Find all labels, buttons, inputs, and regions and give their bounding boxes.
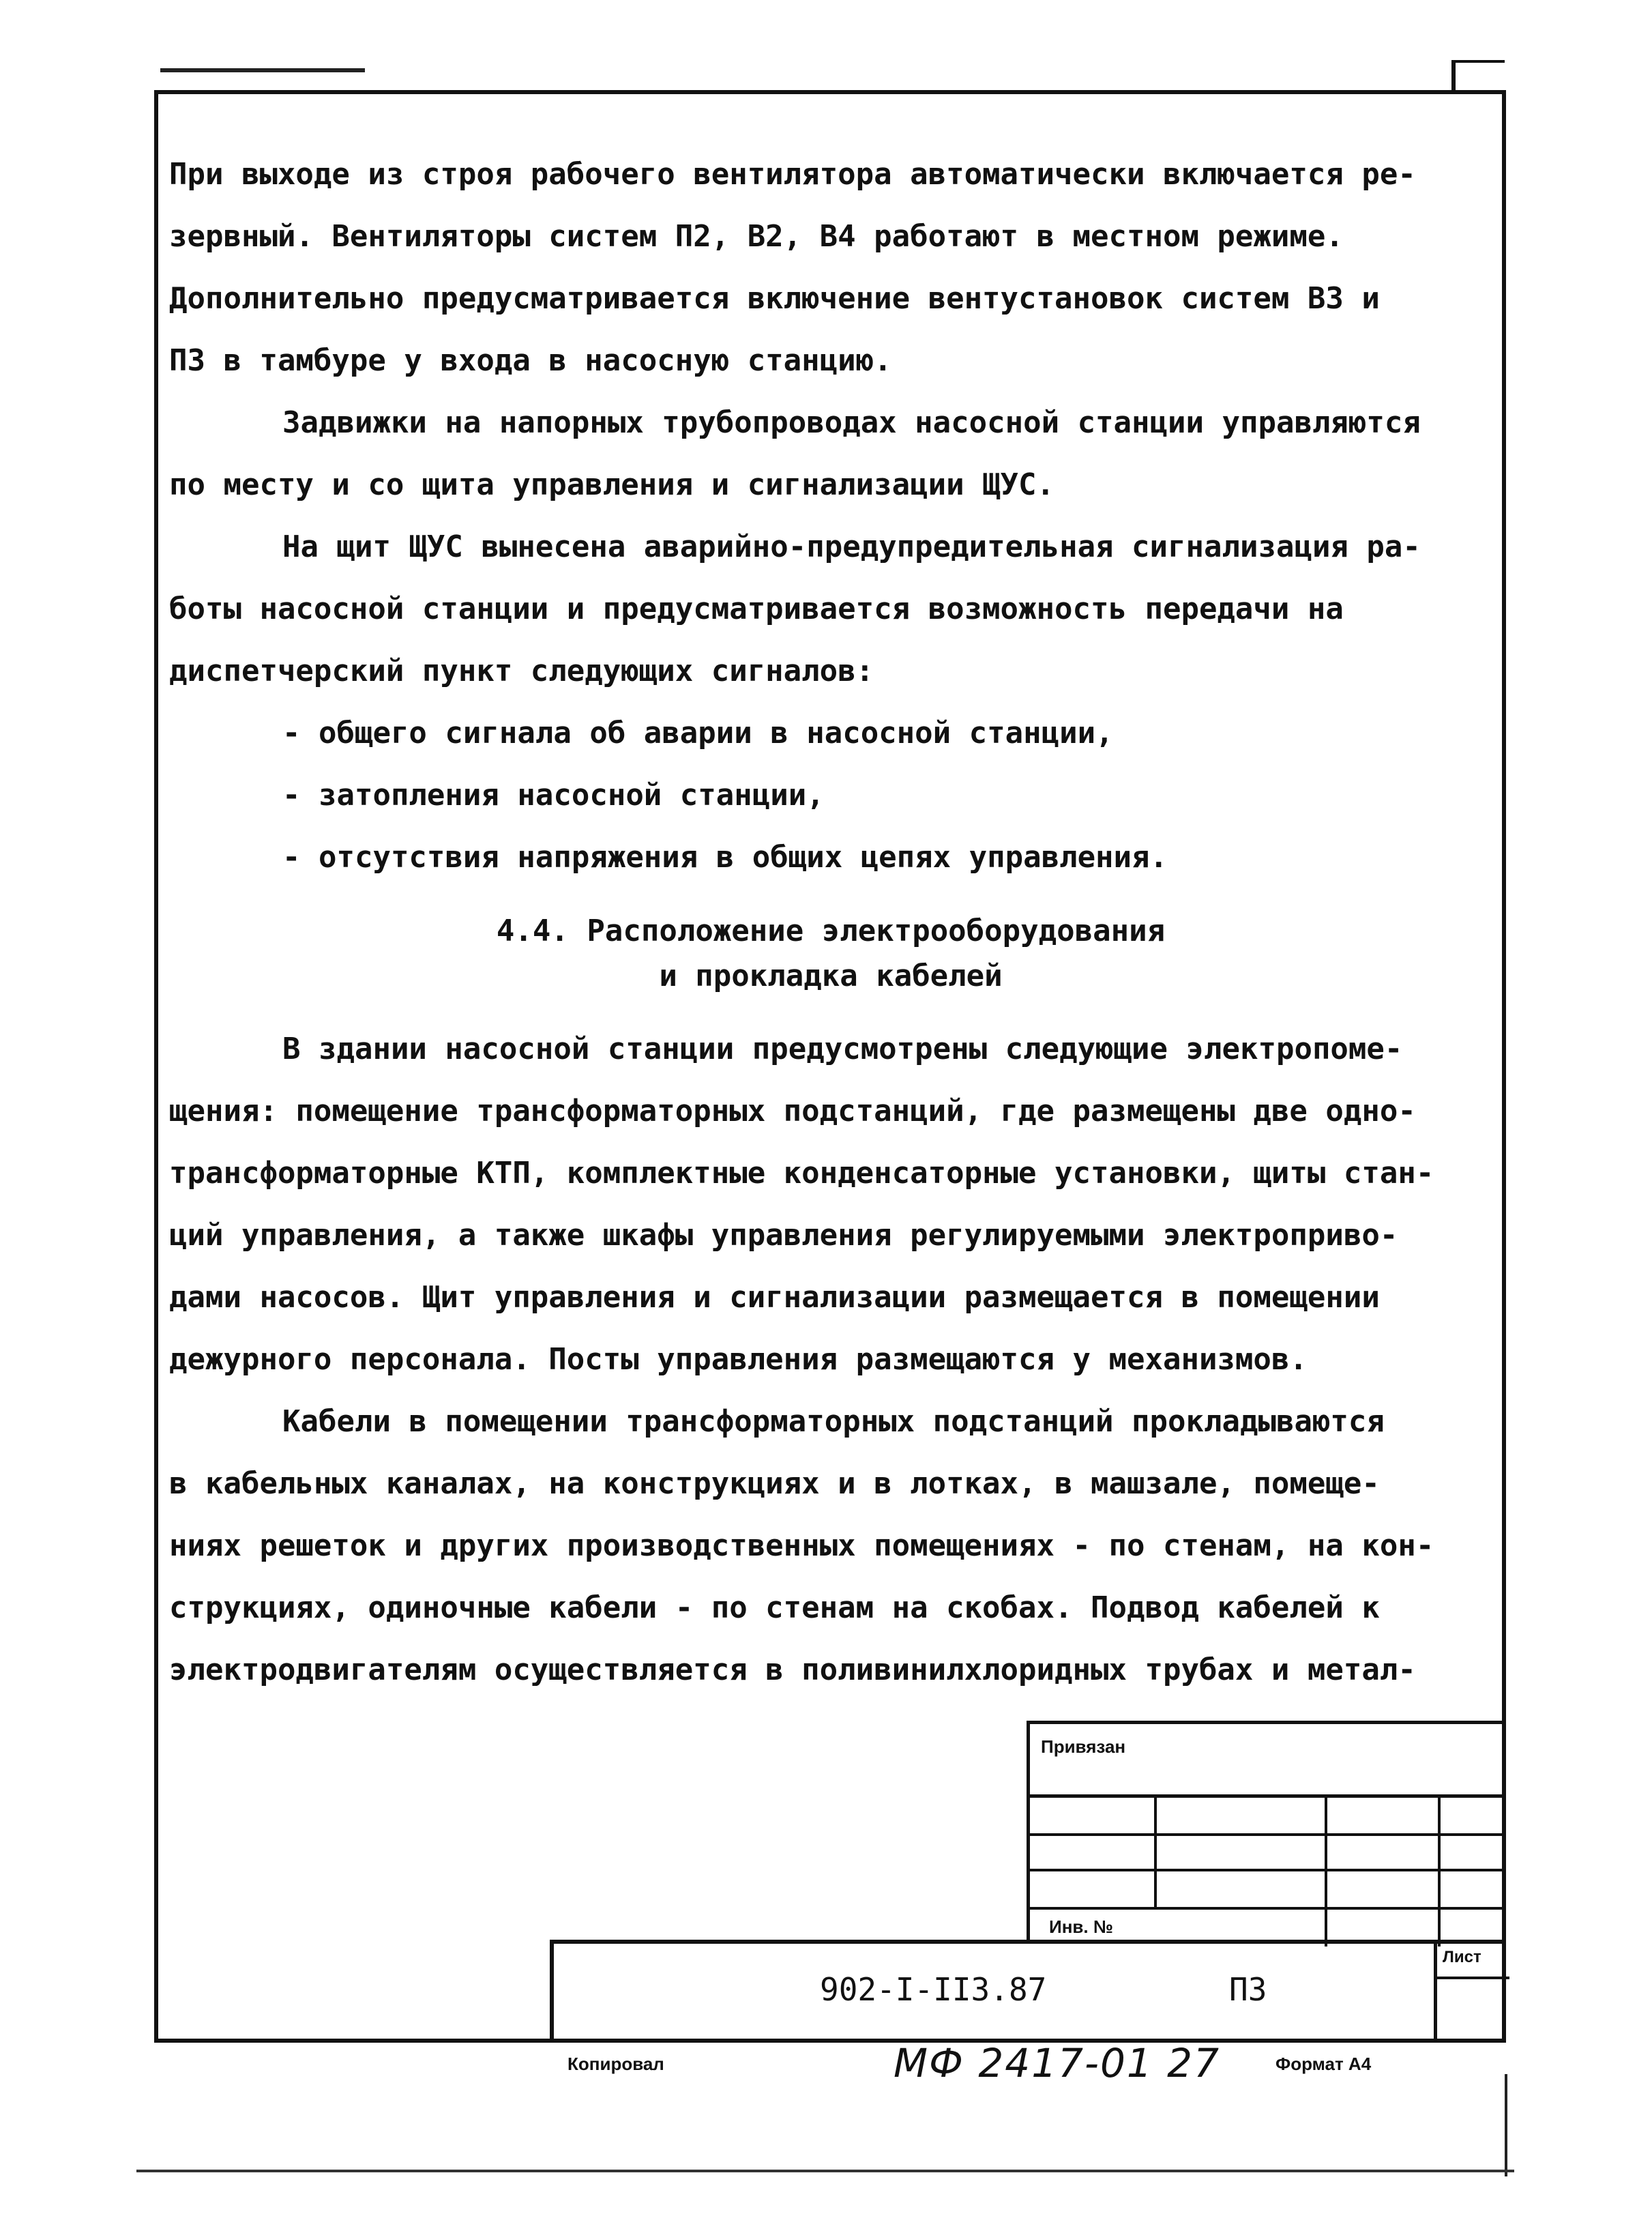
- text-line: П3 в тамбуре у входа в насосную станцию.: [169, 343, 892, 378]
- text-line: диспетчерский пункт следующих сигналов:: [169, 654, 874, 688]
- text-line: Дополнительно предусматривается включение вентустановок систем В3 и: [169, 281, 1380, 316]
- sheet-cell: [1434, 1944, 1509, 2039]
- text-line: При выходе из строя рабочего вентилятора автоматически включается ре-: [169, 157, 1416, 192]
- sheet-label: Лист: [1443, 1948, 1481, 1966]
- list-item: - отсутствия напряжения в общих цепях управления.: [282, 840, 1168, 875]
- text-line: струкциях, одиночные кабели - по стенам на скобах. Подвод кабелей к: [169, 1590, 1380, 1625]
- heading-line: 4.4. Расположение электрооборудования: [496, 914, 1166, 948]
- text-line: дами насосов. Щит управления и сигнализации размещается в помещении: [169, 1280, 1380, 1315]
- text-line: ниях решеток и других производственных помещениях - по стенам, на кон-: [169, 1528, 1434, 1563]
- text-line: Задвижки на напорных трубопроводах насосной станции управляются: [282, 405, 1421, 440]
- document-code: 902-I-II3.87: [820, 1971, 1047, 2008]
- text-line: электродвигателям осуществляется в поливинилхлоридных трубах и метал-: [169, 1652, 1416, 1687]
- text-line: щения: помещение трансформаторных подстанций, где размещены две одно-: [169, 1094, 1416, 1128]
- heading-line: и прокладка кабелей: [659, 959, 1003, 993]
- text-line: Кабели в помещении трансформаторных подстанций прокладываются: [282, 1404, 1385, 1439]
- document-body: [169, 143, 1492, 1701]
- inventory-label: Инв. №: [1049, 1916, 1113, 1937]
- list-item: - затопления насосной станции,: [282, 778, 825, 813]
- text-line: На щит ЩУС вынесена аварийно-предупредительная сигнализация ра-: [282, 529, 1421, 564]
- title-block-upper: [1027, 1721, 1506, 1943]
- title-block-grid: [1030, 1798, 1503, 1947]
- paragraph-rooms: [169, 1018, 1492, 1390]
- paragraph-cables: [169, 1390, 1492, 1701]
- handwritten-stamp: МФ 2417-01 27: [894, 2040, 1220, 2086]
- section-heading: [169, 909, 1492, 999]
- text-line: зервный. Вентиляторы систем П2, В2, В4 работают в местном режиме.: [169, 219, 1344, 254]
- top-mark: [160, 68, 365, 79]
- linked-label: Привязан: [1041, 1736, 1126, 1757]
- format-label: Формат А4: [1275, 2054, 1372, 2074]
- signal-list: [169, 702, 1492, 888]
- copied-label: Копировал: [567, 2054, 664, 2074]
- paragraph-alarm: [169, 516, 1492, 702]
- document-type: ПЗ: [1229, 1971, 1267, 2008]
- text-line: дежурного персонала. Посты управления размещаются у механизмов.: [169, 1342, 1308, 1377]
- paragraph-ventilation: [169, 143, 1492, 392]
- linked-row: [1030, 1724, 1503, 1798]
- paragraph-valves: [169, 392, 1492, 516]
- text-line: В здании насосной станции предусмотрены следующие электропоме-: [282, 1032, 1403, 1066]
- frame-corner-mark: [1451, 60, 1505, 90]
- text-line: по месту и со щита управления и сигнализации ЩУС.: [169, 467, 1055, 502]
- text-line: боты насосной станции и предусматривается возможность передачи на: [169, 592, 1344, 626]
- margin-mark: [1505, 2074, 1507, 2176]
- bottom-rule: [136, 2170, 1514, 2172]
- title-block-main: [550, 1940, 1506, 2043]
- text-line: ций управления, а также шкафы управления регулируемыми электроприво-: [169, 1218, 1398, 1253]
- text-line: трансформаторные КТП, комплектные конденсаторные установки, щиты стан-: [169, 1156, 1434, 1191]
- list-item: - общего сигнала об аварии в насосной станции,: [282, 716, 1114, 750]
- text-line: в кабельных каналах, на конструкциях и в лотках, в машзале, помеще-: [169, 1466, 1380, 1501]
